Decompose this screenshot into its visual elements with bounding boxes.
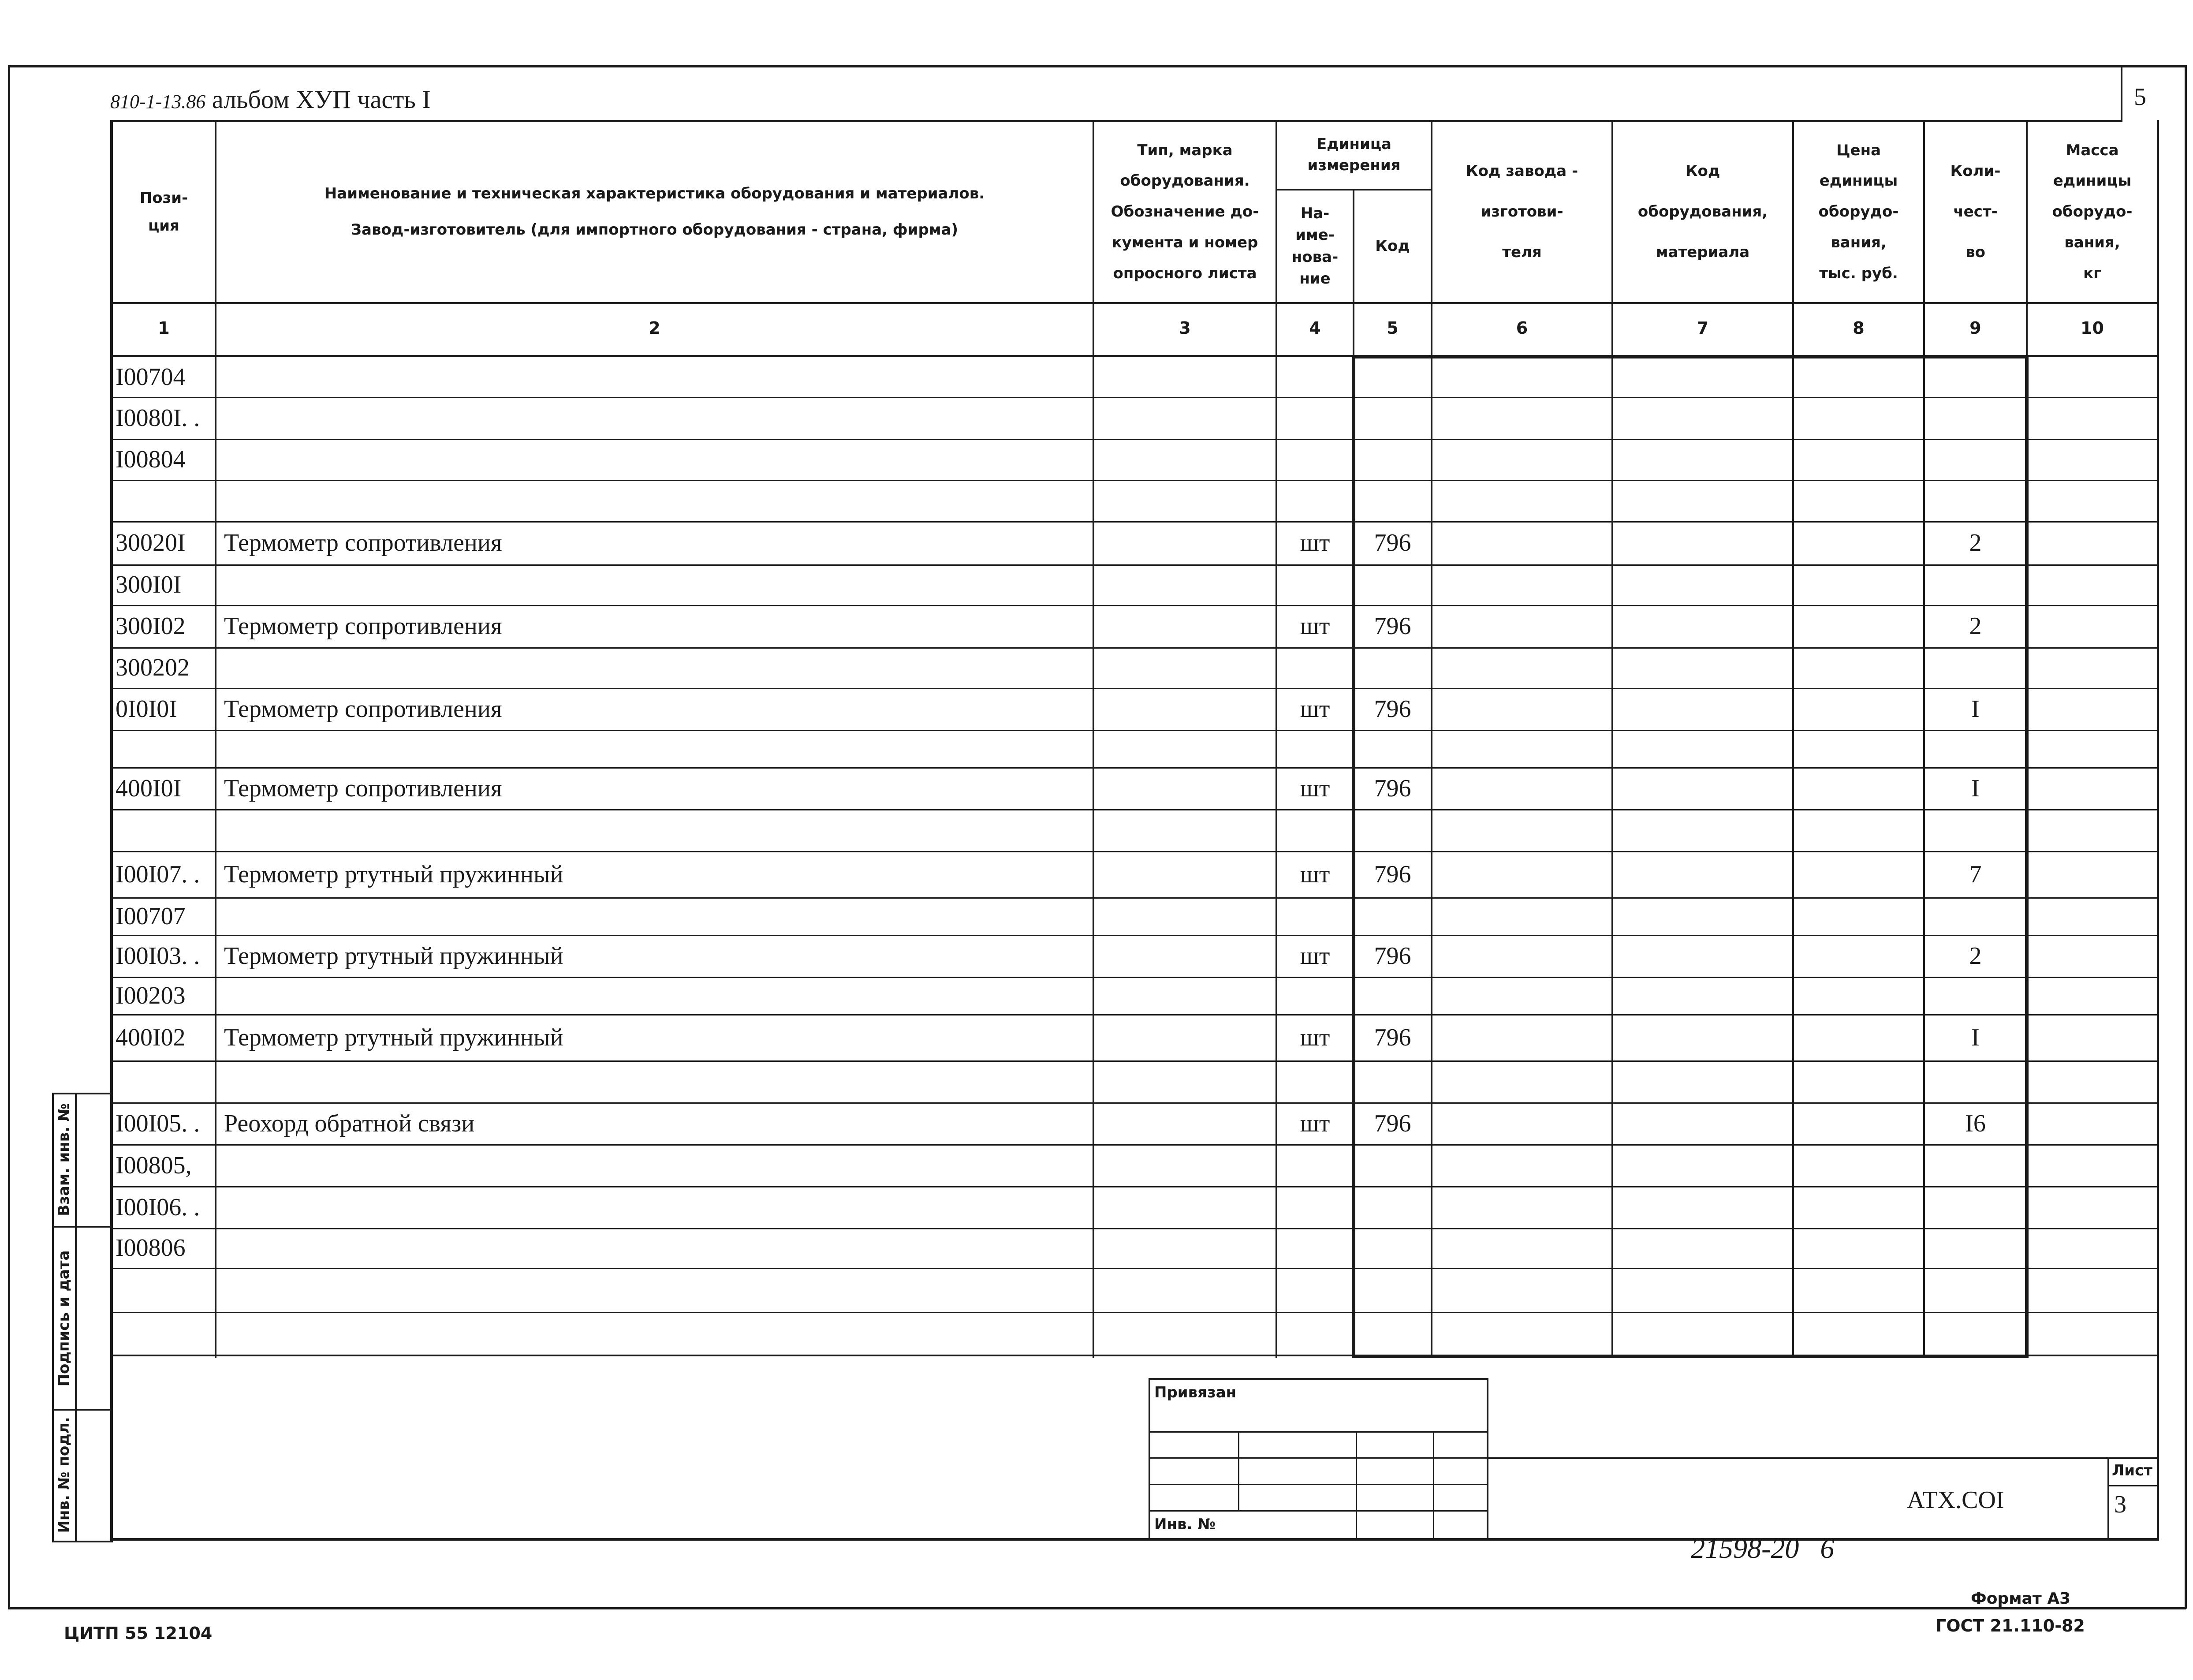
colnum-5: 5 xyxy=(1387,318,1399,338)
row-position: I00806 xyxy=(116,1234,186,1262)
row-divider xyxy=(110,1102,2159,1104)
page-number: 5 xyxy=(2134,83,2146,111)
sheet-box-divider xyxy=(2107,1485,2159,1486)
row-position: I00I03. . xyxy=(116,942,200,970)
title-block-top xyxy=(1487,1457,2159,1459)
format-label: Формат А3 xyxy=(1971,1590,2071,1608)
sheet-label: Лист xyxy=(2112,1462,2152,1479)
row-divider xyxy=(110,1144,2159,1146)
header-pos: Пози- ция xyxy=(139,189,188,235)
row-name: Термометр ртутный пружинный xyxy=(224,942,563,970)
frame-right xyxy=(2185,65,2187,1609)
row-divider xyxy=(110,1060,2159,1062)
sheet-box-left xyxy=(2107,1457,2109,1540)
row-quantity: I xyxy=(1971,774,1980,802)
row-name: Термометр сопротивления xyxy=(224,529,502,556)
frame-left xyxy=(8,65,10,1609)
row-unit: шт xyxy=(1300,860,1330,888)
bold-col-10-left xyxy=(2025,355,2029,1358)
row-quantity: I6 xyxy=(1965,1109,1986,1137)
header-equipment-code: Код оборудования, материала xyxy=(1637,162,1768,261)
header-divider xyxy=(110,302,2159,304)
stamp-col-3 xyxy=(1433,1431,1434,1540)
header-quantity: Коли- чест- во xyxy=(1950,162,2001,261)
row-name: Термометр сопротивления xyxy=(224,612,502,640)
row-unit-code: 796 xyxy=(1374,529,1411,556)
colnum-9: 9 xyxy=(1969,318,1981,338)
table-bottom xyxy=(110,1538,2159,1541)
row-divider xyxy=(110,851,2159,852)
row-quantity: 2 xyxy=(1969,529,1982,556)
row-quantity: 2 xyxy=(1969,942,1982,970)
row-divider xyxy=(110,521,2159,523)
stamp-row-4 xyxy=(1149,1510,1488,1512)
colnum-1: 1 xyxy=(158,318,170,338)
row-unit: шт xyxy=(1300,942,1330,970)
row-quantity: I xyxy=(1971,1023,1980,1051)
row-divider xyxy=(110,688,2159,689)
row-position: 300I02 xyxy=(116,612,186,640)
header-plant-code: Код завода - изготови- теля xyxy=(1466,162,1578,261)
page-number-box xyxy=(2121,65,2122,122)
album-number: 810-1-13.86 xyxy=(110,91,206,112)
doc-code: АТХ.СОI xyxy=(1907,1486,2004,1514)
row-divider xyxy=(110,439,2159,440)
row-position: I00I07. . xyxy=(116,860,200,888)
row-divider xyxy=(110,1186,2159,1187)
colnum-7: 7 xyxy=(1697,318,1709,338)
row-position: 300202 xyxy=(116,654,190,681)
album-header xyxy=(110,85,431,114)
row-quantity: 7 xyxy=(1969,860,1982,888)
row-divider xyxy=(110,935,2159,936)
stamp-left xyxy=(1149,1378,1150,1540)
header-name: Наименование и техническая характеристика оборудования и материалов. Завод-изготовитель (для импортного оборудования - страна, фирма) xyxy=(324,185,985,239)
bold-block-top xyxy=(1352,355,2029,358)
row-divider xyxy=(110,977,2159,978)
side-stamp-sep-1 xyxy=(52,1226,113,1228)
row-unit: шт xyxy=(1300,695,1330,723)
stamp-top xyxy=(1149,1378,1488,1380)
row-divider xyxy=(110,1312,2159,1313)
row-unit-code: 796 xyxy=(1374,1023,1411,1051)
row-divider xyxy=(110,647,2159,649)
row-unit-code: 796 xyxy=(1374,942,1411,970)
stamp-privyazan: Привязан xyxy=(1154,1384,1237,1401)
row-name: Термометр ртутный пружинный xyxy=(224,860,563,888)
row-divider xyxy=(110,1268,2159,1269)
row-unit-code: 796 xyxy=(1374,1109,1411,1137)
row-position: 0I0I0I xyxy=(116,695,177,723)
row-divider xyxy=(110,897,2159,899)
header-type: Тип, марка оборудования. Обозначение до- кумента и номер опросного листа xyxy=(1111,141,1259,282)
col-line-8 xyxy=(1923,120,1925,1358)
row-quantity: I xyxy=(1971,695,1980,723)
sheet-number: 3 xyxy=(2114,1491,2126,1518)
header-unit-code: Код xyxy=(1375,237,1410,255)
stamp-col-2 xyxy=(1356,1431,1357,1540)
stamp-row-3 xyxy=(1149,1484,1488,1485)
row-name: Реохорд обратной связи xyxy=(224,1109,475,1137)
row-divider xyxy=(110,397,2159,398)
header-mass: Масса единицы оборудо- вания, кг xyxy=(2052,141,2133,282)
col-line-7 xyxy=(1792,120,1794,1358)
row-divider xyxy=(110,480,2159,481)
colnum-4: 4 xyxy=(1309,318,1321,338)
colnum-8: 8 xyxy=(1853,318,1865,338)
side-stamp-divider xyxy=(75,1093,77,1542)
row-divider xyxy=(110,605,2159,606)
row-position: 400I0I xyxy=(116,774,182,802)
row-divider xyxy=(110,1014,2159,1015)
row-unit-code: 796 xyxy=(1374,612,1411,640)
header-price: Цена единицы оборудо- вания, тыс. руб. xyxy=(1818,141,1899,282)
row-position: I00I06. . xyxy=(116,1193,200,1221)
row-quantity: 2 xyxy=(1969,612,1982,640)
handwritten-number: 21598-20 6 xyxy=(1691,1533,1835,1564)
col-line-3 xyxy=(1276,120,1277,1358)
label-podpis-data: Подпись и дата xyxy=(55,1250,73,1387)
header-unit-name: На- име- нова- ние xyxy=(1291,204,1339,287)
colnum-3: 3 xyxy=(1179,318,1191,338)
tsitp-label: ЦИТП 55 12104 xyxy=(64,1624,213,1643)
colnum-10: 10 xyxy=(2081,318,2104,338)
header-unit-group: Единица измерения xyxy=(1307,135,1401,174)
table-body-bottom xyxy=(110,1355,2159,1356)
label-inv-podl: Инв. № подл. xyxy=(55,1417,73,1533)
row-divider xyxy=(110,564,2159,566)
col-line-2 xyxy=(1093,120,1094,1358)
frame-top xyxy=(8,65,2186,67)
row-position: I00804 xyxy=(116,445,186,473)
row-unit: шт xyxy=(1300,1023,1330,1051)
col-line-5 xyxy=(1431,120,1432,1358)
stamp-inv-no: Инв. № xyxy=(1154,1516,1216,1533)
row-unit-code: 796 xyxy=(1374,774,1411,802)
row-name: Термометр сопротивления xyxy=(224,774,502,802)
row-name: Термометр сопротивления xyxy=(224,695,502,723)
colnum-6: 6 xyxy=(1516,318,1528,338)
row-position: 400I02 xyxy=(116,1023,186,1051)
row-unit: шт xyxy=(1300,529,1330,556)
stamp-col-1 xyxy=(1238,1431,1239,1510)
side-stamp-top xyxy=(52,1093,113,1094)
row-unit-code: 796 xyxy=(1374,860,1411,888)
row-position: I0080I. . xyxy=(116,404,200,432)
row-divider xyxy=(110,767,2159,769)
table-right xyxy=(2157,120,2159,1540)
row-position: 300I0I xyxy=(116,571,182,598)
gost-label: ГОСТ 21.110-82 xyxy=(1936,1616,2085,1635)
row-position: I00704 xyxy=(116,363,186,391)
row-name: Термометр ртутный пружинный xyxy=(224,1023,563,1051)
stamp-row-1 xyxy=(1149,1431,1488,1433)
row-divider xyxy=(110,1228,2159,1229)
row-unit: шт xyxy=(1300,612,1330,640)
bold-col-5-left xyxy=(1352,355,1355,1358)
colnum-2: 2 xyxy=(649,318,660,338)
row-position: I00203 xyxy=(116,982,186,1009)
frame-bottom xyxy=(8,1607,2186,1609)
stamp-row-2 xyxy=(1149,1457,1488,1459)
side-stamp-left xyxy=(52,1093,54,1542)
album-title: альбом ХУП часть I xyxy=(212,85,431,114)
row-position: 30020I xyxy=(116,529,186,556)
row-divider xyxy=(110,809,2159,810)
col-line-6 xyxy=(1611,120,1613,1358)
label-vzam-inv: Взам. инв. № xyxy=(55,1103,73,1216)
row-unit: шт xyxy=(1300,774,1330,802)
row-position: I00805, xyxy=(116,1151,192,1179)
row-position: I00707 xyxy=(116,902,186,930)
row-divider xyxy=(110,730,2159,731)
row-unit-code: 796 xyxy=(1374,695,1411,723)
row-unit: шт xyxy=(1300,1109,1330,1137)
row-position: I00I05. . xyxy=(116,1109,200,1137)
